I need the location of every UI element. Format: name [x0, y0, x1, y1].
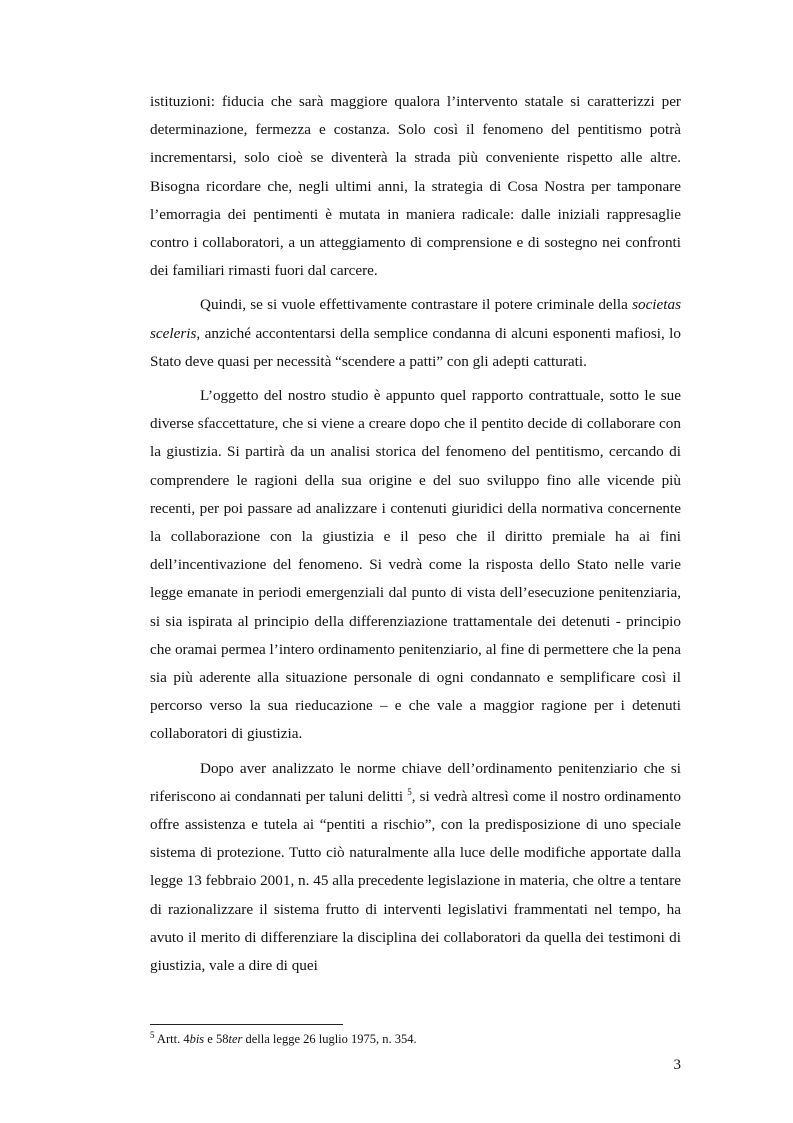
page-number: 3 — [673, 1057, 681, 1073]
footnote-number: 5 — [150, 1029, 155, 1040]
paragraph-2-text-b: , anziché accontentarsi della semplice condanna di alcuni esponenti mafiosi, lo Stato deve quasi per necessità “scendere a patti” con gli adepti catturati. — [150, 324, 681, 370]
document-body — [150, 88, 681, 980]
footnote-text-b: e 58 — [204, 1032, 229, 1046]
paragraph-4-text-b: , si vedrà altresì come il nostro ordinamento offre assistenza e tutela ai “pentiti a rischio”, con la predisposizione di uno speciale sistema di protezione. Tutto ciò naturalmente alla luce delle modifiche apportate dalla legge 13 febbraio 2001, n. 45 alla precedente legislazione in materia, che oltre a tentare di razionalizzare il sistema frutto di interventi legislativi frammentati nel tempo, ha avuto il merito di differenziare la disciplina dei collaboratori da quella dei testimoni di giustizia, vale a dire di quei — [150, 787, 681, 975]
footnote-italic-b: ter — [228, 1032, 243, 1046]
paragraph-2 — [150, 291, 681, 376]
paragraph-1: istituzioni: fiducia che sarà maggiore qualora l’intervento statale si caratterizzi per determinazione, fermezza e costanza. Solo così il fenomeno del pentitismo potrà incrementarsi, solo cioè se diventerà la strada più conveniente rispetto alle altre. Bisogna ricordare che, negli ultimi anni, la strategia di Cosa Nostra per tamponare l’emorragia dei pentimenti è mutata in maniera radicale: dalle iniziali rappresaglie contro i collaboratori, a un atteggiamento di comprensione e di sostegno nei confronti dei familiari rimasti fuori dal carcere. — [150, 93, 681, 280]
footnote-text-a: Artt. 4 — [154, 1032, 190, 1046]
paragraph-2-italic: societas sceleris — [150, 296, 681, 342]
paragraph-3: L’oggetto del nostro studio è appunto quel rapporto contrattuale, sotto le sue diverse sfaccettature, che si viene a creare dopo che il pentito decide di collaborare con la giustizia. Si partirà da un analisi storica del fenomeno del pentitismo, cercando di comprendere le ragioni della sua origine e del suo sviluppo fino alle vicende più recenti, per poi passare ad analizzare i contenuti giuridici della normativa concernente la collaborazione con la giustizia e il peso che il diritto premiale ha ai fini dell’incentivazione del fenomeno. Si vedrà come la risposta dello Stato nelle varie legge emanate in periodi emergenziali dal punto di vista dell’esecuzione penitenziaria, si sia ispirata al principio della differenziazione trattamentale dei detenuti - principio che oramai permea l’intero ordinamento penitenziario, al fine di permettere che la pena sia più aderente alla situazione personale di ogni condannato e semplificare così il percorso verso la sua rieducazione – e che vale a maggior ragione per i detenuti collaboratori di giustizia. — [150, 387, 681, 743]
footnote — [150, 1031, 681, 1047]
footnote-italic-a: bis — [189, 1032, 205, 1046]
footnote-separator — [150, 1024, 343, 1025]
paragraph-4 — [150, 755, 681, 981]
paragraph-2-text-a: Quindi, se si vuole effettivamente contrastare il potere criminale della — [200, 296, 633, 314]
paragraph-4-text-a: Dopo aver analizzato le norme chiave dell’ordinamento penitenziario che si riferiscono ai condannati per taluni delitti — [150, 759, 681, 805]
footnote-text-c: della legge 26 luglio 1975, n. 354. — [242, 1032, 417, 1046]
footnote-reference: 5 — [407, 786, 412, 797]
